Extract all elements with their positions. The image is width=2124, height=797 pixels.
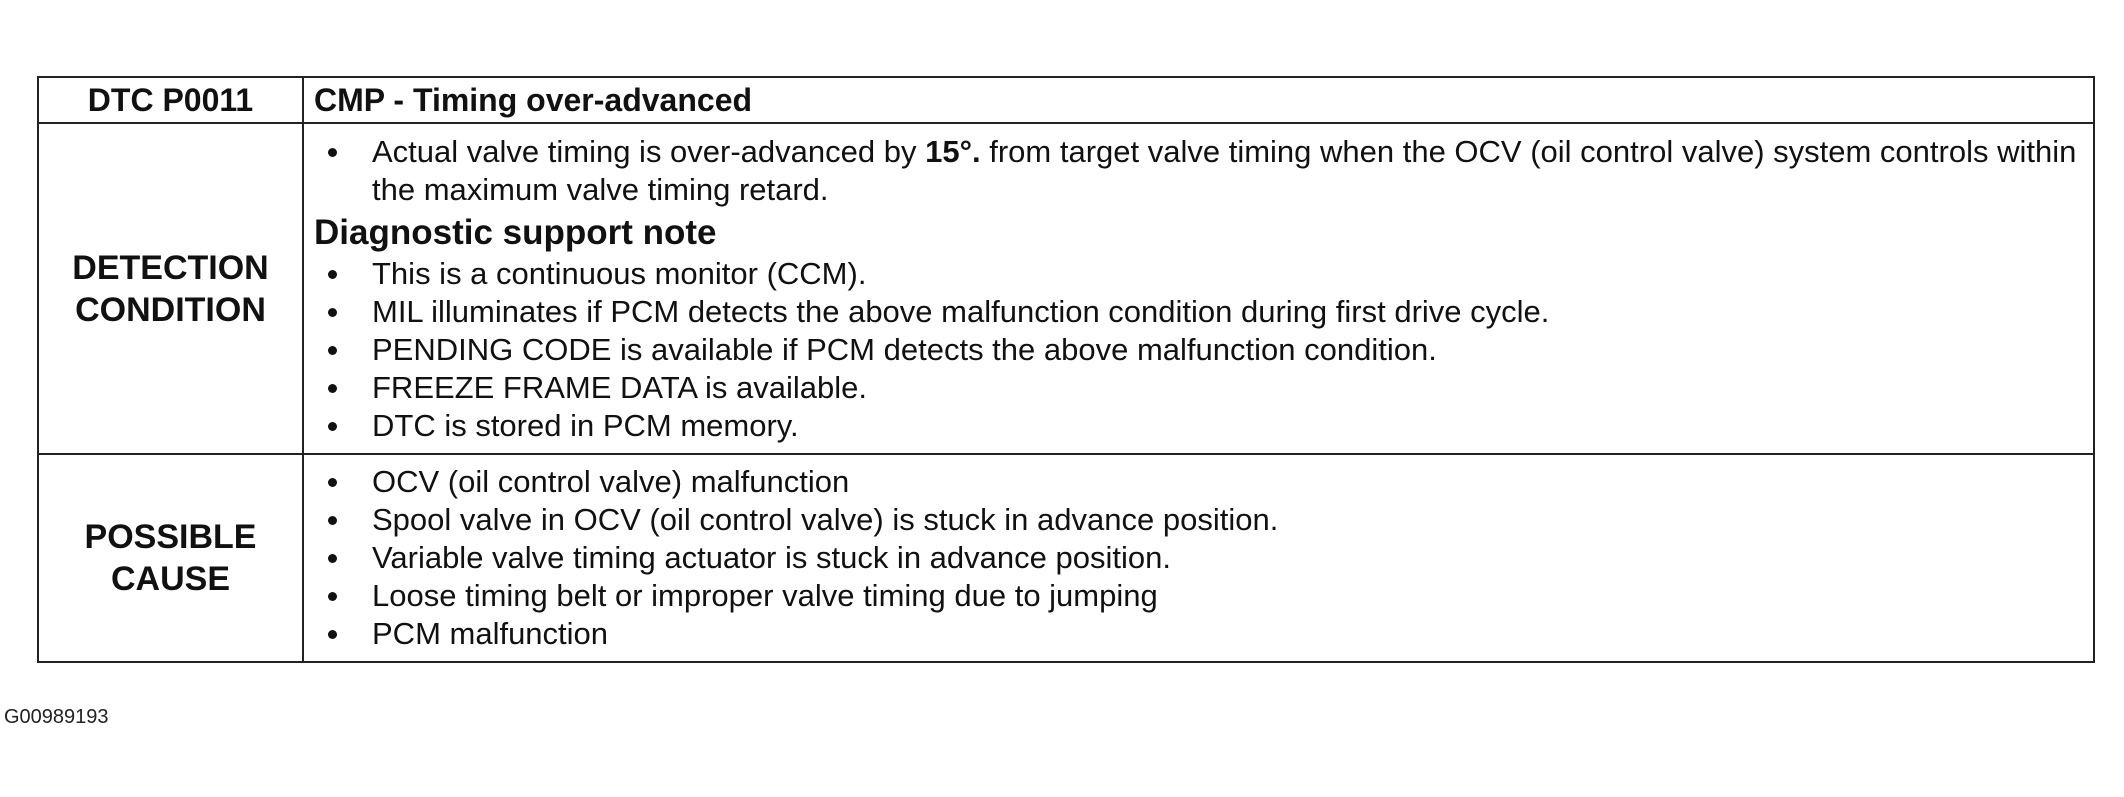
dtc-title: CMP - Timing over-advanced [314,81,753,118]
list-item: FREEZE FRAME DATA is available. [314,369,2079,407]
dtc-title-cell [303,77,2094,123]
detection-threshold-value: 15°. [925,133,981,169]
detection-condition-row [38,123,2094,454]
diagnostic-notes-list [314,255,2079,445]
detection-label-line1: DETECTION [72,248,269,287]
list-item: PENDING CODE is available if PCM detects the above malfunction condition. [314,331,2079,369]
list-item: Loose timing belt or improper valve timing due to jumping [314,577,2079,615]
possible-cause-label-line2: CAUSE [110,560,231,598]
dtc-table [37,76,2095,663]
list-item: This is a continuous monitor (CCM). [314,255,2079,293]
possible-cause-row [38,454,2094,662]
list-item: Spool valve in OCV (oil control valve) is stuck in advance position. [314,501,2079,539]
list-item: MIL illuminates if PCM detects the above malfunction condition during first drive cycle. [314,293,2079,331]
list-item: Variable valve timing actuator is stuck in advance position. [314,539,2079,577]
possible-cause-label-line1: POSSIBLE [84,518,257,556]
header-row [38,77,2094,123]
dtc-code-cell [38,77,303,123]
diagnostic-support-note-heading: Diagnostic support note [314,212,717,252]
figure-code: G00989193 [4,706,109,728]
list-item [314,133,2079,209]
possible-cause-label [38,454,303,662]
dtc-code: DTC P0011 [87,82,254,118]
detection-label-line2: CONDITION [75,290,266,329]
detection-condition-label [38,123,303,454]
possible-cause-list [314,463,2079,653]
list-item: OCV (oil control valve) malfunction [314,463,2079,501]
list-item: PCM malfunction [314,615,2079,653]
detection-main-list [314,133,2079,209]
detection-condition-content [303,123,2094,454]
possible-cause-content [303,454,2094,662]
detection-text-after: from target valve timing when the OCV (oil control valve) system controls within the maximum valve timing retard. [372,133,2077,207]
detection-text-before: Actual valve timing is over-advanced by [372,133,926,169]
list-item: DTC is stored in PCM memory. [314,407,2079,445]
